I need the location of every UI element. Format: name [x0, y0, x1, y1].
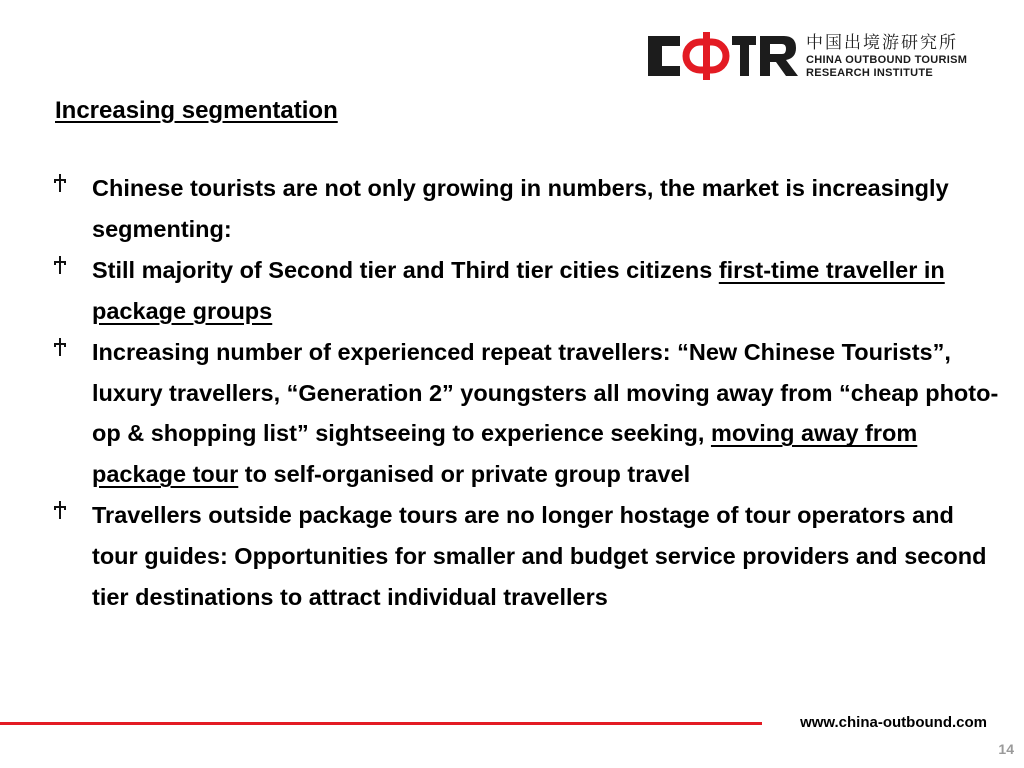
bullet-text: Still majority of Second tier and Third tier cities citizens	[92, 256, 719, 283]
logo-english-line-1: CHINA OUTBOUND TOURISM	[806, 54, 968, 66]
cross-dagger-icon	[52, 338, 68, 356]
bullet-item	[52, 250, 1002, 332]
bullet-text-emphasis: first-time traveller in package groups	[92, 256, 945, 324]
logo-english-line-2: RESEARCH INSTITUTE	[806, 67, 934, 79]
bullet-text: Chinese tourists are not only growing in numbers, the market is increasingly segmenting:	[92, 175, 949, 242]
slide-title: Increasing segmentation	[55, 97, 338, 124]
footer-divider	[0, 722, 762, 725]
bullet-text: to self-organised or private group travel	[238, 461, 691, 488]
cotri-logo	[646, 30, 1006, 86]
page-number: 14	[998, 741, 1014, 757]
logo-chinese-name: 中国出境游研究所	[806, 33, 958, 53]
cotri-logo-mark	[646, 30, 802, 82]
bullet-item	[52, 332, 1002, 496]
cross-dagger-icon	[52, 501, 68, 519]
bullet-item	[52, 168, 1002, 250]
logo-text	[806, 32, 1006, 80]
bullet-list	[52, 168, 1002, 618]
footer-url[interactable]: www.china-outbound.com	[800, 714, 987, 731]
bullet-text: Increasing number of experienced repeat travellers: “New Chinese Tourists”, luxury travellers, “Generation 2” youngsters all moving away from “cheap photo-op & shopping list” sightseeing to experience seeking,	[92, 338, 999, 447]
cross-dagger-icon	[52, 256, 68, 274]
bullet-item	[52, 495, 1002, 618]
bullet-text-emphasis: moving away from package tour	[92, 420, 918, 488]
bullet-text: Travellers outside package tours are no longer hostage of tour operators and tour guides: Opportunities for smaller and budget service providers and second tier destinations to attract individual travellers	[92, 502, 987, 611]
cross-dagger-icon	[52, 174, 68, 192]
